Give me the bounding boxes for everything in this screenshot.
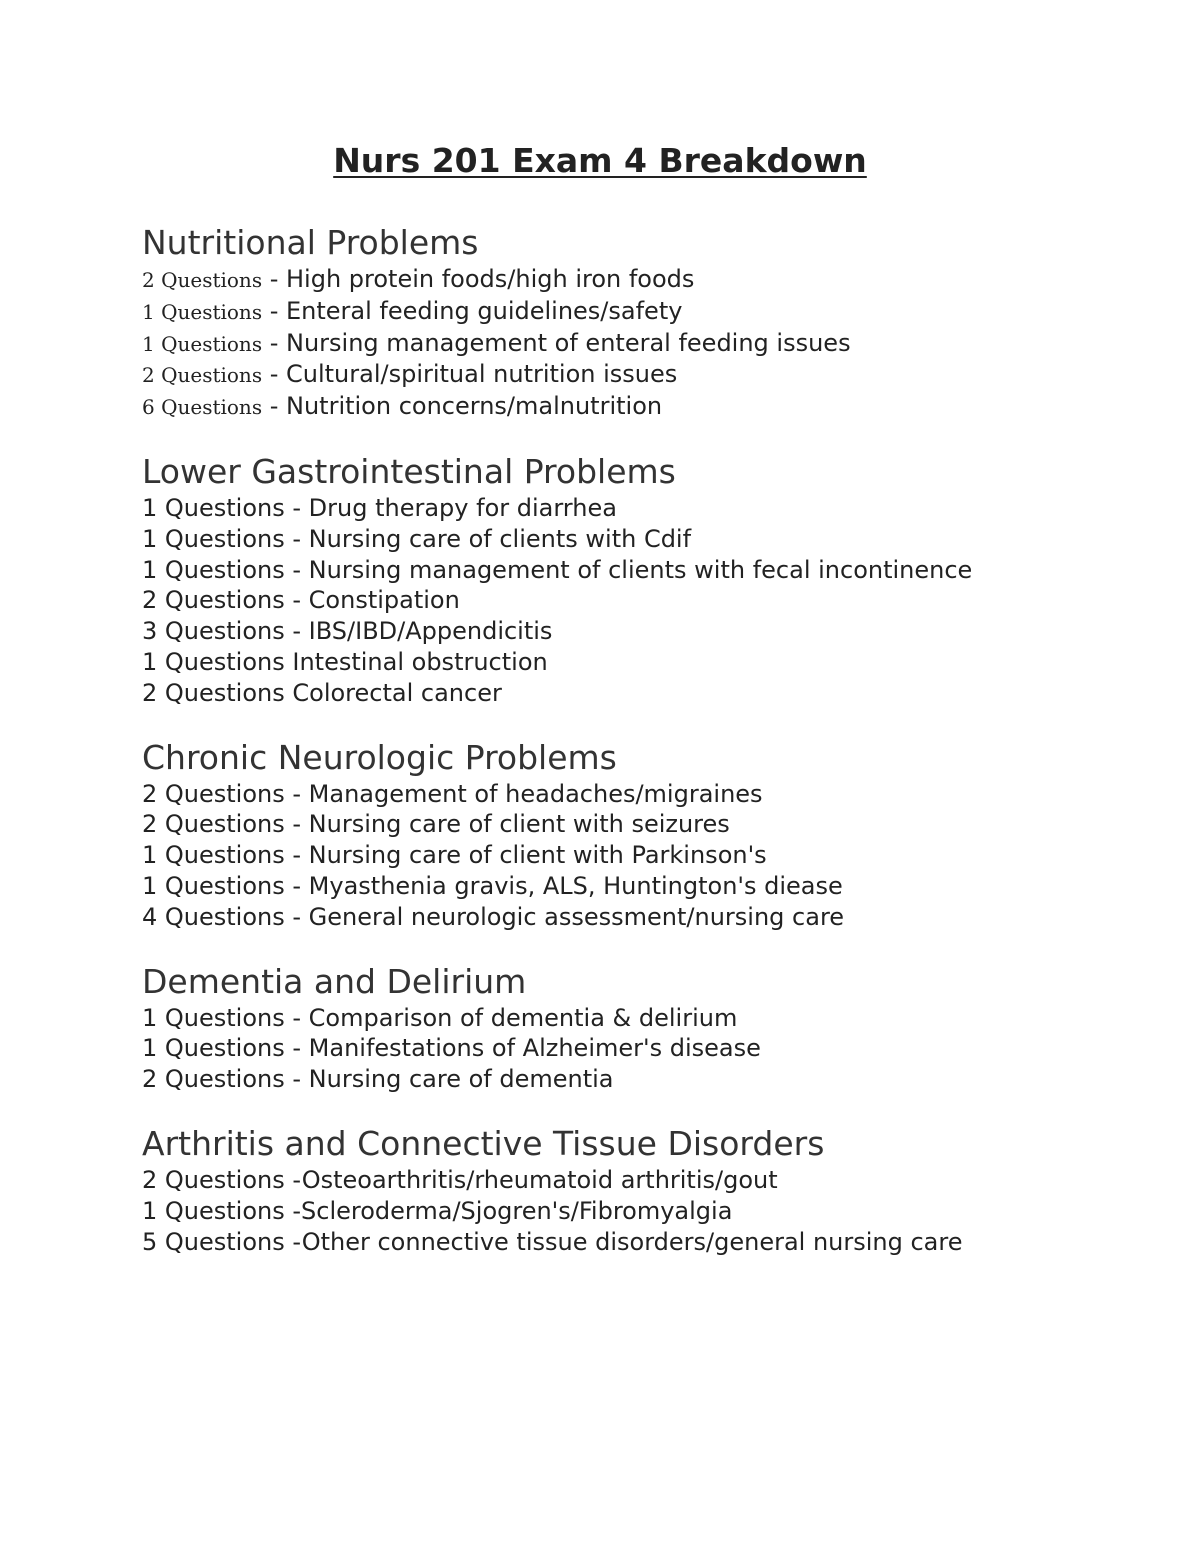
question-count: 2 Questions (142, 1165, 285, 1194)
list-item (142, 359, 1142, 391)
question-count: 3 Questions (142, 617, 285, 646)
section-heading: Dementia and Delirium (142, 961, 527, 1001)
list-item (142, 1064, 1142, 1095)
list-item (142, 678, 1142, 709)
section-heading: Nutritional Problems (142, 223, 479, 262)
topic-text: - Comparison of dementia & delirium (284, 1003, 738, 1032)
question-count: 4 Questions (142, 902, 285, 931)
topic-text: - Nursing management of clients with fecal incontinence (284, 555, 973, 584)
topic-text: - General neurologic assessment/nursing care (284, 902, 845, 931)
section-heading: Arthritis and Connective Tissue Disorders (142, 1123, 825, 1163)
section-lower-gastrointestinal-problems (142, 451, 1142, 709)
document-body (142, 222, 1142, 1257)
question-count: 1 Questions (142, 647, 285, 676)
list-item (142, 264, 1142, 296)
question-count: 2 Questions (142, 586, 285, 615)
topic-text: - Enteral feeding guidelines/safety (262, 296, 683, 325)
topic-text: -Scleroderma/Sjogren's/Fibromyalgia (284, 1196, 733, 1225)
question-count: 1 Questions (142, 331, 263, 356)
question-count: 1 Questions (142, 524, 285, 553)
question-count: 2 Questions (142, 363, 263, 388)
topic-text: - Nursing care of client with Parkinson's (284, 841, 767, 870)
list-item (142, 296, 1142, 328)
list-item (142, 871, 1142, 902)
section-chronic-neurologic-problems (142, 737, 1142, 933)
topic-text: - High protein foods/high iron foods (262, 265, 695, 293)
section-arthritis-and-connective-tissue-disorders (142, 1123, 1142, 1257)
list-item (142, 1165, 1142, 1196)
topic-text: -Other connective tissue disorders/general nursing care (284, 1227, 963, 1256)
section-dementia-and-delirium (142, 961, 1142, 1095)
question-count: 1 Questions (142, 555, 285, 584)
topic-text: - Drug therapy for diarrhea (284, 493, 617, 522)
question-count: 2 Questions (142, 678, 285, 707)
list-item (142, 493, 1142, 524)
question-count: 1 Questions (142, 1003, 285, 1032)
question-count: 2 Questions (142, 268, 263, 292)
section-nutritional-problems (142, 222, 1142, 423)
question-count: 1 Questions (142, 841, 285, 870)
question-count: 1 Questions (142, 493, 285, 522)
list-item (142, 524, 1142, 555)
list-item (142, 585, 1142, 616)
topic-text: Colorectal cancer (284, 678, 502, 707)
topic-text: - Cultural/spiritual nutrition issues (262, 360, 678, 389)
question-count: 2 Questions (142, 1065, 285, 1094)
document-title: Nurs 201 Exam 4 Breakdown (333, 141, 867, 180)
topic-text: - IBS/IBD/Appendicitis (284, 617, 553, 646)
list-item (142, 1227, 1142, 1258)
question-count: 1 Questions (142, 1034, 285, 1063)
list-item (142, 779, 1142, 810)
question-count: 2 Questions (142, 779, 285, 808)
list-item (142, 840, 1142, 871)
topic-text: - Management of headaches/migraines (284, 779, 763, 808)
topic-text: - Nutrition concerns/malnutrition (262, 392, 663, 421)
list-item (142, 555, 1142, 586)
topic-text: - Nursing care of dementia (284, 1065, 614, 1094)
list-item (142, 647, 1142, 678)
question-count: 5 Questions (142, 1227, 285, 1256)
question-count: 6 Questions (142, 395, 263, 420)
topic-text: - Manifestations of Alzheimer's disease (284, 1034, 761, 1063)
list-item (142, 809, 1142, 840)
list-item (142, 391, 1142, 423)
topic-text: - Myasthenia gravis, ALS, Huntington's diease (284, 871, 843, 900)
section-heading: Lower Gastrointestinal Problems (142, 451, 676, 491)
topic-text: - Constipation (284, 586, 460, 615)
question-count: 2 Questions (142, 810, 285, 839)
topic-text: - Nursing care of client with seizures (284, 810, 730, 839)
list-item (142, 616, 1142, 647)
question-count: 1 Questions (142, 299, 263, 324)
topic-text: -Osteoarthritis/rheumatoid arthritis/gout (284, 1165, 778, 1194)
list-item (142, 1033, 1142, 1064)
topic-text: - Nursing management of enteral feeding issues (262, 328, 851, 357)
list-item (142, 1003, 1142, 1034)
question-count: 1 Questions (142, 1196, 285, 1225)
list-item (142, 328, 1142, 360)
question-count: 1 Questions (142, 871, 285, 900)
list-item (142, 902, 1142, 933)
list-item (142, 1196, 1142, 1227)
topic-text: Intestinal obstruction (284, 647, 548, 676)
topic-text: - Nursing care of clients with Cdif (284, 524, 692, 553)
section-heading: Chronic Neurologic Problems (142, 737, 617, 777)
